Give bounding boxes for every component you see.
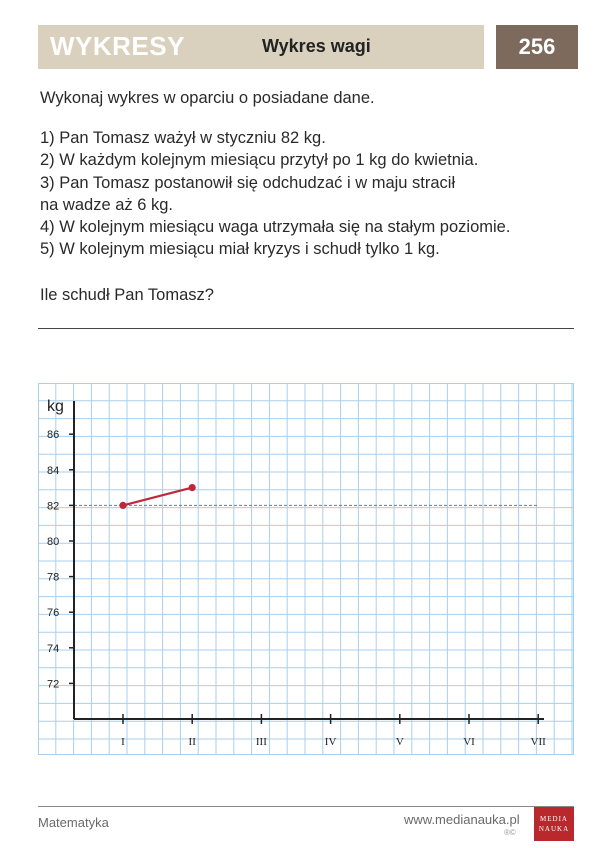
footer-url[interactable]: www.medianauka.pl xyxy=(404,812,520,827)
x-tick-label: VI xyxy=(463,736,475,748)
task-line-2: 2) W każdym kolejnym miesiącu przytył po 1 kg do kwietnia. xyxy=(40,151,479,169)
task-line-3-cont: na wadze aż 6 kg. xyxy=(40,196,173,214)
chart-grid xyxy=(38,383,574,755)
y-tick-label: 82 xyxy=(47,500,60,513)
y-axis-label: kg xyxy=(47,398,64,415)
page-title: Wykres wagi xyxy=(262,36,371,56)
footer-copyright: ®© xyxy=(504,828,516,837)
y-tick-label: 76 xyxy=(47,607,60,620)
section-label: WYKRESY xyxy=(50,31,185,61)
x-tick-label: III xyxy=(255,736,267,748)
question-text: Ile schudł Pan Tomasz? xyxy=(40,286,214,304)
data-point xyxy=(119,502,126,509)
data-point xyxy=(189,484,196,491)
task-line-3: 3) Pan Tomasz postanowił się odchudzać i w maju stracił xyxy=(40,174,456,192)
page-number: 256 xyxy=(496,25,578,69)
y-tick-label: 86 xyxy=(47,429,60,442)
y-tick-label: 80 xyxy=(47,536,60,548)
footer-subject: Matematyka xyxy=(38,815,109,830)
task-line-5: 5) W kolejnym miesiącu miał kryzys i schudł tylko 1 kg. xyxy=(40,240,440,258)
logo-top-text: MEDIA xyxy=(540,815,568,823)
x-tick-label: V xyxy=(395,736,404,748)
y-tick-label: 72 xyxy=(47,678,60,691)
task-line-1: 1) Pan Tomasz ważył w styczniu 82 kg. xyxy=(40,129,326,147)
answer-line xyxy=(38,328,574,329)
weight-chart xyxy=(38,383,574,755)
x-tick-label: II xyxy=(188,736,196,748)
logo-bottom-text: NAUKA xyxy=(538,825,570,833)
x-tick-label: I xyxy=(121,736,125,748)
task-line-4: 4) W kolejnym miesiącu waga utrzymała się na stałym poziomie. xyxy=(40,218,511,236)
grid-border xyxy=(39,384,574,755)
y-tick-label: 84 xyxy=(47,464,60,477)
x-tick-label: IV xyxy=(324,736,337,748)
footer-rule xyxy=(38,806,574,807)
media-nauka-logo[interactable] xyxy=(534,807,574,841)
x-tick-label: VII xyxy=(530,736,546,748)
y-tick-label: 74 xyxy=(47,642,60,655)
intro-text: Wykonaj wykres w oparciu o posiadane dane. xyxy=(40,89,375,107)
y-tick-label: 78 xyxy=(47,571,60,584)
